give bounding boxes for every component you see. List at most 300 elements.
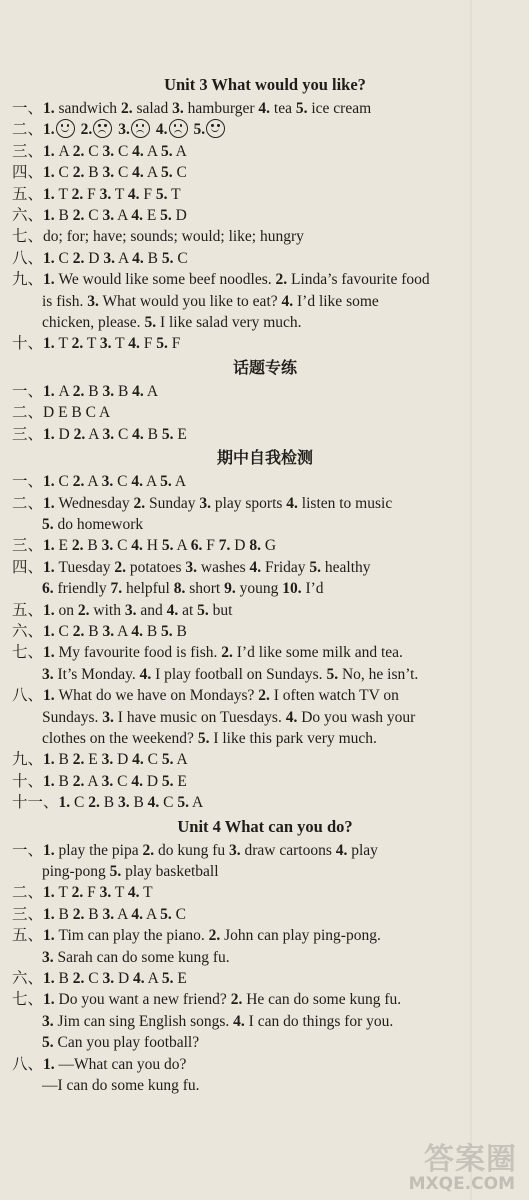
item-number: 2. <box>77 601 90 619</box>
item-answer: We would like some beef noodles. <box>54 271 272 289</box>
item-number: 5. <box>326 665 339 683</box>
item-number: 5. <box>161 970 174 988</box>
item-number: 5. <box>161 249 174 267</box>
item-answer: draw cartoons <box>240 841 332 859</box>
item-answer: C <box>171 905 187 923</box>
item-number: 3. <box>199 494 211 512</box>
item-answer: C <box>172 164 187 182</box>
item-number: 3. <box>103 249 115 267</box>
item-number: 2. <box>72 622 85 640</box>
item-answer: What would you like to eat? <box>98 292 278 310</box>
item-answer: D <box>230 537 246 555</box>
item-answer: salad <box>132 100 169 117</box>
item-answer: short <box>185 580 221 598</box>
item-answer: T <box>111 884 125 902</box>
item-number: 4. <box>127 884 140 902</box>
sad-face-icon <box>131 119 150 138</box>
item-number: 2. <box>72 772 85 790</box>
item-answer: I often watch TV on <box>269 687 399 705</box>
item-answer: E <box>173 970 187 988</box>
smiley-face-icon <box>206 119 225 138</box>
question-number: 十一、 <box>12 794 59 812</box>
question-number: 一、 <box>12 382 44 400</box>
item-answer: D <box>171 207 187 225</box>
item-answer: I’d like some <box>293 292 379 310</box>
item-number: 5. <box>161 142 173 160</box>
item-number: 2. <box>72 164 85 182</box>
item-number: 6. <box>190 537 203 555</box>
item-number: 2. <box>72 382 85 400</box>
item-answer: F <box>167 335 181 353</box>
item-answer: A <box>114 207 128 225</box>
item-answer: C <box>54 164 69 182</box>
item-answer: He can do some kung fu. <box>242 991 402 1009</box>
watermark-text: MXQE.COM <box>408 1174 515 1194</box>
item-number: 3. <box>172 100 184 117</box>
question-number: 九、 <box>12 271 44 289</box>
item-answer: My favourite food is fish. <box>54 644 218 662</box>
item-answer: listen to music <box>297 494 393 512</box>
item-number: 3. <box>102 382 115 400</box>
item-answer: H <box>142 537 158 555</box>
item-number: 5. <box>42 1034 54 1052</box>
item-number: 1. <box>43 473 55 491</box>
answer-text: D E B C A <box>43 404 111 422</box>
item-number: 5. <box>155 185 168 203</box>
answer-line <box>12 600 518 621</box>
item-answer: I like salad very much. <box>156 314 302 332</box>
item-number: 4. <box>335 841 348 859</box>
item-answer: play sports <box>210 494 283 512</box>
item-number: 2. <box>80 121 93 139</box>
item-number: 2. <box>71 185 84 203</box>
item-number: 4. <box>249 558 262 576</box>
item-answer: and <box>136 601 163 619</box>
item-answer: sandwich <box>54 100 118 117</box>
item-number: 1. <box>43 100 55 117</box>
item-number: 3. <box>42 1012 54 1030</box>
item-answer: C <box>173 249 188 267</box>
item-answer: D <box>54 425 70 443</box>
question-number: 六、 <box>12 207 44 225</box>
item-answer: T <box>54 185 68 203</box>
question-number: 一、 <box>12 100 44 117</box>
item-answer: B <box>114 382 129 400</box>
answer-line <box>12 333 518 354</box>
item-answer: B <box>83 537 98 555</box>
item-number: 3. <box>124 601 137 619</box>
item-answer: A <box>54 382 69 400</box>
item-number: 5. <box>161 537 174 555</box>
item-number: 3. <box>118 121 130 139</box>
item-answer: T <box>83 335 97 353</box>
item-number: 9. <box>224 580 236 598</box>
item-number: 5. <box>160 207 172 225</box>
item-number: 2. <box>71 537 84 555</box>
item-number: 3. <box>102 425 115 443</box>
item-answer: C <box>54 622 69 640</box>
answer-line <box>12 226 518 247</box>
item-answer: B <box>84 622 99 640</box>
item-answer: I can do things for you. <box>244 1012 394 1030</box>
item-number: 1. <box>43 121 55 139</box>
item-answer: —What can you do? <box>54 1055 187 1073</box>
item-answer: on <box>54 601 75 619</box>
item-answer: tea <box>270 100 292 117</box>
question-number: 四、 <box>12 558 44 576</box>
item-answer: C <box>84 142 99 160</box>
question-number: 七、 <box>12 228 44 246</box>
item-number: 4. <box>233 1012 245 1030</box>
item-number: 4. <box>132 249 144 267</box>
item-answer: Can you play football? <box>53 1034 200 1052</box>
answer-line <box>12 141 518 162</box>
item-answer: chicken, please. <box>42 314 141 332</box>
answer-line <box>12 749 518 770</box>
item-answer: B <box>54 970 69 988</box>
question-number: 五、 <box>12 927 44 945</box>
item-answer: clothes on the weekend? <box>42 729 194 747</box>
item-number: 5. <box>161 425 174 443</box>
question-number: 十、 <box>12 335 44 353</box>
item-number: 3. <box>101 751 114 769</box>
answer-line <box>12 402 518 423</box>
answer-line <box>12 205 518 226</box>
item-answer: Friday <box>261 558 306 576</box>
item-number: 4. <box>132 142 144 160</box>
item-number: 3. <box>117 794 130 812</box>
item-answer: Sundays. <box>42 708 99 726</box>
item-number: 4. <box>133 970 145 988</box>
answer-line <box>12 248 518 269</box>
answer-line-continued <box>12 664 518 685</box>
item-answer: healthy <box>321 558 371 576</box>
item-answer: T <box>54 335 68 353</box>
answer-line-continued <box>12 578 518 599</box>
question-number: 九、 <box>12 751 44 769</box>
item-answer: T <box>54 884 68 902</box>
item-number: 1. <box>43 841 55 859</box>
item-answer: B <box>84 164 99 182</box>
item-answer: is fish. <box>42 292 84 310</box>
item-answer: play the pipa <box>54 841 139 859</box>
item-answer: ice cream <box>307 100 372 117</box>
answer-line <box>12 642 518 663</box>
answer-line-continued <box>12 1011 518 1032</box>
item-number: 4. <box>285 708 298 726</box>
answer-line <box>12 184 518 205</box>
item-answer: T <box>111 335 125 353</box>
item-number: 3. <box>42 665 54 683</box>
question-number: 一、 <box>12 841 44 859</box>
item-answer: A <box>171 473 187 491</box>
item-number: 2. <box>221 644 233 662</box>
item-answer: B <box>129 794 144 812</box>
item-answer: B <box>143 249 159 267</box>
item-number: 2. <box>71 884 84 902</box>
item-answer: C <box>113 473 128 491</box>
item-number: 3. <box>102 905 115 923</box>
answer-line-continued <box>12 1075 518 1096</box>
item-answer: A <box>142 905 157 923</box>
smiley-face-icon <box>56 119 75 138</box>
item-answer: E <box>173 425 187 443</box>
item-answer: Linda’s favourite food <box>287 271 430 289</box>
item-answer: F <box>139 185 153 203</box>
item-answer: I’d <box>301 580 324 598</box>
item-number: 4. <box>131 537 143 555</box>
item-number: 2. <box>72 751 85 769</box>
answer-line <box>12 792 518 813</box>
item-answer: washes <box>197 558 246 576</box>
question-number: 七、 <box>12 644 44 662</box>
item-answer: helpful <box>122 580 170 598</box>
item-number: 2. <box>72 207 85 225</box>
item-answer: T <box>111 185 125 203</box>
answer-line <box>12 771 518 792</box>
item-answer: do homework <box>53 515 144 533</box>
answer-line <box>12 269 518 290</box>
item-answer: E <box>173 772 187 790</box>
answer-line <box>12 98 518 119</box>
answer-line <box>12 840 518 861</box>
item-number: 5. <box>197 729 210 747</box>
question-number: 二、 <box>12 494 44 512</box>
item-number: 2. <box>208 927 221 945</box>
item-number: 2. <box>73 425 86 443</box>
answer-line-continued <box>12 728 518 749</box>
item-number: 5. <box>193 121 206 139</box>
item-number: 4. <box>131 622 143 640</box>
item-answer: A <box>84 473 98 491</box>
item-answer: C <box>143 751 158 769</box>
item-answer: Wednesday <box>54 494 130 512</box>
item-number: 4. <box>139 665 152 683</box>
item-answer: It’s Monday. <box>53 665 136 683</box>
item-number: 1. <box>43 164 55 182</box>
item-number: 5. <box>177 794 190 812</box>
answer-line-continued <box>12 861 518 882</box>
item-answer: I have music on Tuesdays. <box>113 708 282 726</box>
item-answer: B <box>84 382 99 400</box>
item-answer: do kung fu <box>154 841 226 859</box>
item-number: 3. <box>101 473 114 491</box>
item-answer: C <box>114 425 129 443</box>
item-number: 2. <box>275 271 288 289</box>
item-number: 5. <box>161 751 174 769</box>
section-title: 期中自我检测 <box>216 448 313 468</box>
item-number: 4. <box>131 207 143 225</box>
item-number: 4. <box>132 751 144 769</box>
item-answer: young <box>235 580 279 598</box>
sad-face-icon <box>93 119 112 138</box>
item-answer: A <box>143 142 158 160</box>
item-number: 4. <box>281 292 294 310</box>
item-number: 4. <box>128 335 140 353</box>
question-number: 六、 <box>12 970 44 988</box>
item-number: 4. <box>131 772 143 790</box>
item-number: 5. <box>161 622 173 640</box>
item-answer: F <box>202 537 215 555</box>
item-number: 2. <box>120 100 133 117</box>
item-number: 3. <box>102 207 115 225</box>
item-number: 5. <box>309 558 322 576</box>
item-answer: A <box>143 382 159 400</box>
item-answer: What do we have on Mondays? <box>54 687 255 705</box>
answer-line <box>12 925 518 946</box>
item-number: 4. <box>127 185 140 203</box>
answer-line <box>12 904 518 925</box>
item-answer: A <box>173 751 188 769</box>
item-number: 1. <box>43 751 55 769</box>
item-number: 1. <box>43 905 55 923</box>
item-answer: A <box>189 794 204 812</box>
item-answer: B <box>142 622 158 640</box>
item-number: 1. <box>43 1055 55 1073</box>
question-number: 六、 <box>12 622 44 640</box>
item-answer: C <box>113 537 128 555</box>
item-answer: A <box>172 142 187 160</box>
item-number: 3. <box>185 558 198 576</box>
item-answer: B <box>54 751 69 769</box>
item-number: 1. <box>43 537 55 555</box>
item-answer: John can play ping-pong. <box>220 927 381 945</box>
item-answer: I’d like some milk and tea. <box>232 644 403 662</box>
question-number: 一、 <box>12 473 44 491</box>
answer-line <box>12 989 518 1010</box>
item-answer: Sunday <box>145 494 196 512</box>
item-number: 4. <box>286 494 298 512</box>
item-answer: T <box>167 185 181 203</box>
item-number: 5. <box>161 772 174 790</box>
item-answer: B <box>172 622 187 640</box>
answer-line <box>12 882 518 903</box>
item-number: 8. <box>173 580 186 598</box>
item-answer: A <box>85 425 99 443</box>
item-answer: C <box>113 772 128 790</box>
item-answer: C <box>54 249 69 267</box>
item-answer: I play football on Sundays. <box>151 665 323 683</box>
item-number: 1. <box>43 991 55 1009</box>
item-number: 2. <box>142 841 155 859</box>
item-number: 5. <box>156 335 168 353</box>
section-title: Unit 3 What would you like? <box>164 75 366 94</box>
item-answer: A <box>143 164 158 182</box>
item-number: 4. <box>131 473 143 491</box>
item-number: 2. <box>72 970 85 988</box>
item-answer: E <box>142 207 157 225</box>
item-answer: friendly <box>53 580 107 598</box>
item-number: 1. <box>43 185 55 203</box>
item-answer: F <box>83 185 96 203</box>
item-number: 1. <box>43 772 55 790</box>
item-number: 3. <box>99 884 112 902</box>
item-answer: C <box>84 970 99 988</box>
item-number: 10. <box>282 580 302 598</box>
item-number: 7. <box>218 537 231 555</box>
item-answer: Sarah can do some kung fu. <box>53 948 230 966</box>
item-number: 7. <box>110 580 123 598</box>
answer-content <box>12 72 518 1096</box>
item-number: 1. <box>43 970 55 988</box>
item-number: 3. <box>229 841 241 859</box>
question-number: 七、 <box>12 991 44 1009</box>
answer-text: do; for; have; sounds; would; like; hungry <box>43 228 304 246</box>
item-number: 3. <box>42 948 54 966</box>
item-number: 2. <box>72 142 85 160</box>
question-number: 八、 <box>12 1055 44 1073</box>
answer-line-continued <box>12 291 518 312</box>
item-number: 2. <box>114 558 126 576</box>
item-number: 4. <box>155 121 168 139</box>
item-number: 4. <box>132 382 144 400</box>
answer-line <box>12 381 518 402</box>
item-answer: A <box>114 249 129 267</box>
item-answer: F <box>139 335 153 353</box>
question-number: 十、 <box>12 772 44 790</box>
item-number: 2. <box>71 335 84 353</box>
item-answer: at <box>178 601 194 619</box>
item-number: 5. <box>144 314 157 332</box>
answer-line <box>12 493 518 514</box>
item-answer: C <box>84 207 99 225</box>
item-number: 1. <box>43 558 55 576</box>
item-number: 3. <box>101 537 114 555</box>
answer-line-continued <box>12 707 518 728</box>
watermark <box>401 1134 521 1194</box>
item-answer: Do you want a new friend? <box>54 991 227 1009</box>
answer-line-continued <box>12 1032 518 1053</box>
item-answer: A <box>114 905 128 923</box>
item-number: 5. <box>197 601 209 619</box>
question-number: 三、 <box>12 142 44 160</box>
answer-line <box>12 535 518 556</box>
item-number: 2. <box>72 473 85 491</box>
sad-face-icon <box>169 119 188 138</box>
item-number: 8. <box>249 537 261 555</box>
item-answer: C <box>114 164 129 182</box>
item-number: 1. <box>43 601 55 619</box>
item-number: 5. <box>161 164 173 182</box>
question-number: 二、 <box>12 121 44 139</box>
question-number: 八、 <box>12 687 44 705</box>
item-answer: E <box>84 751 98 769</box>
item-number: 4. <box>132 164 144 182</box>
item-answer: play <box>347 841 378 859</box>
item-number: 5. <box>295 100 308 117</box>
question-number: 五、 <box>12 601 44 619</box>
item-number: 4. <box>131 905 143 923</box>
item-answer: Do you wash your <box>297 708 416 726</box>
item-number: 5. <box>109 863 122 880</box>
item-answer: C <box>54 473 69 491</box>
item-number: 3. <box>101 772 114 790</box>
item-number: 1. <box>43 382 55 400</box>
item-answer: but <box>208 601 233 619</box>
item-number: 2. <box>72 905 85 923</box>
item-answer: D <box>84 249 100 267</box>
item-answer: T <box>139 884 153 902</box>
item-answer: Tuesday <box>54 558 111 576</box>
item-number: 3. <box>87 292 99 310</box>
item-answer: D <box>113 751 129 769</box>
item-number: 4. <box>147 794 160 812</box>
question-number: 五、 <box>12 185 44 203</box>
item-number: 5. <box>160 905 172 923</box>
item-answer: hamburger <box>183 100 255 117</box>
answer-line <box>12 968 518 989</box>
question-number: 三、 <box>12 537 44 555</box>
